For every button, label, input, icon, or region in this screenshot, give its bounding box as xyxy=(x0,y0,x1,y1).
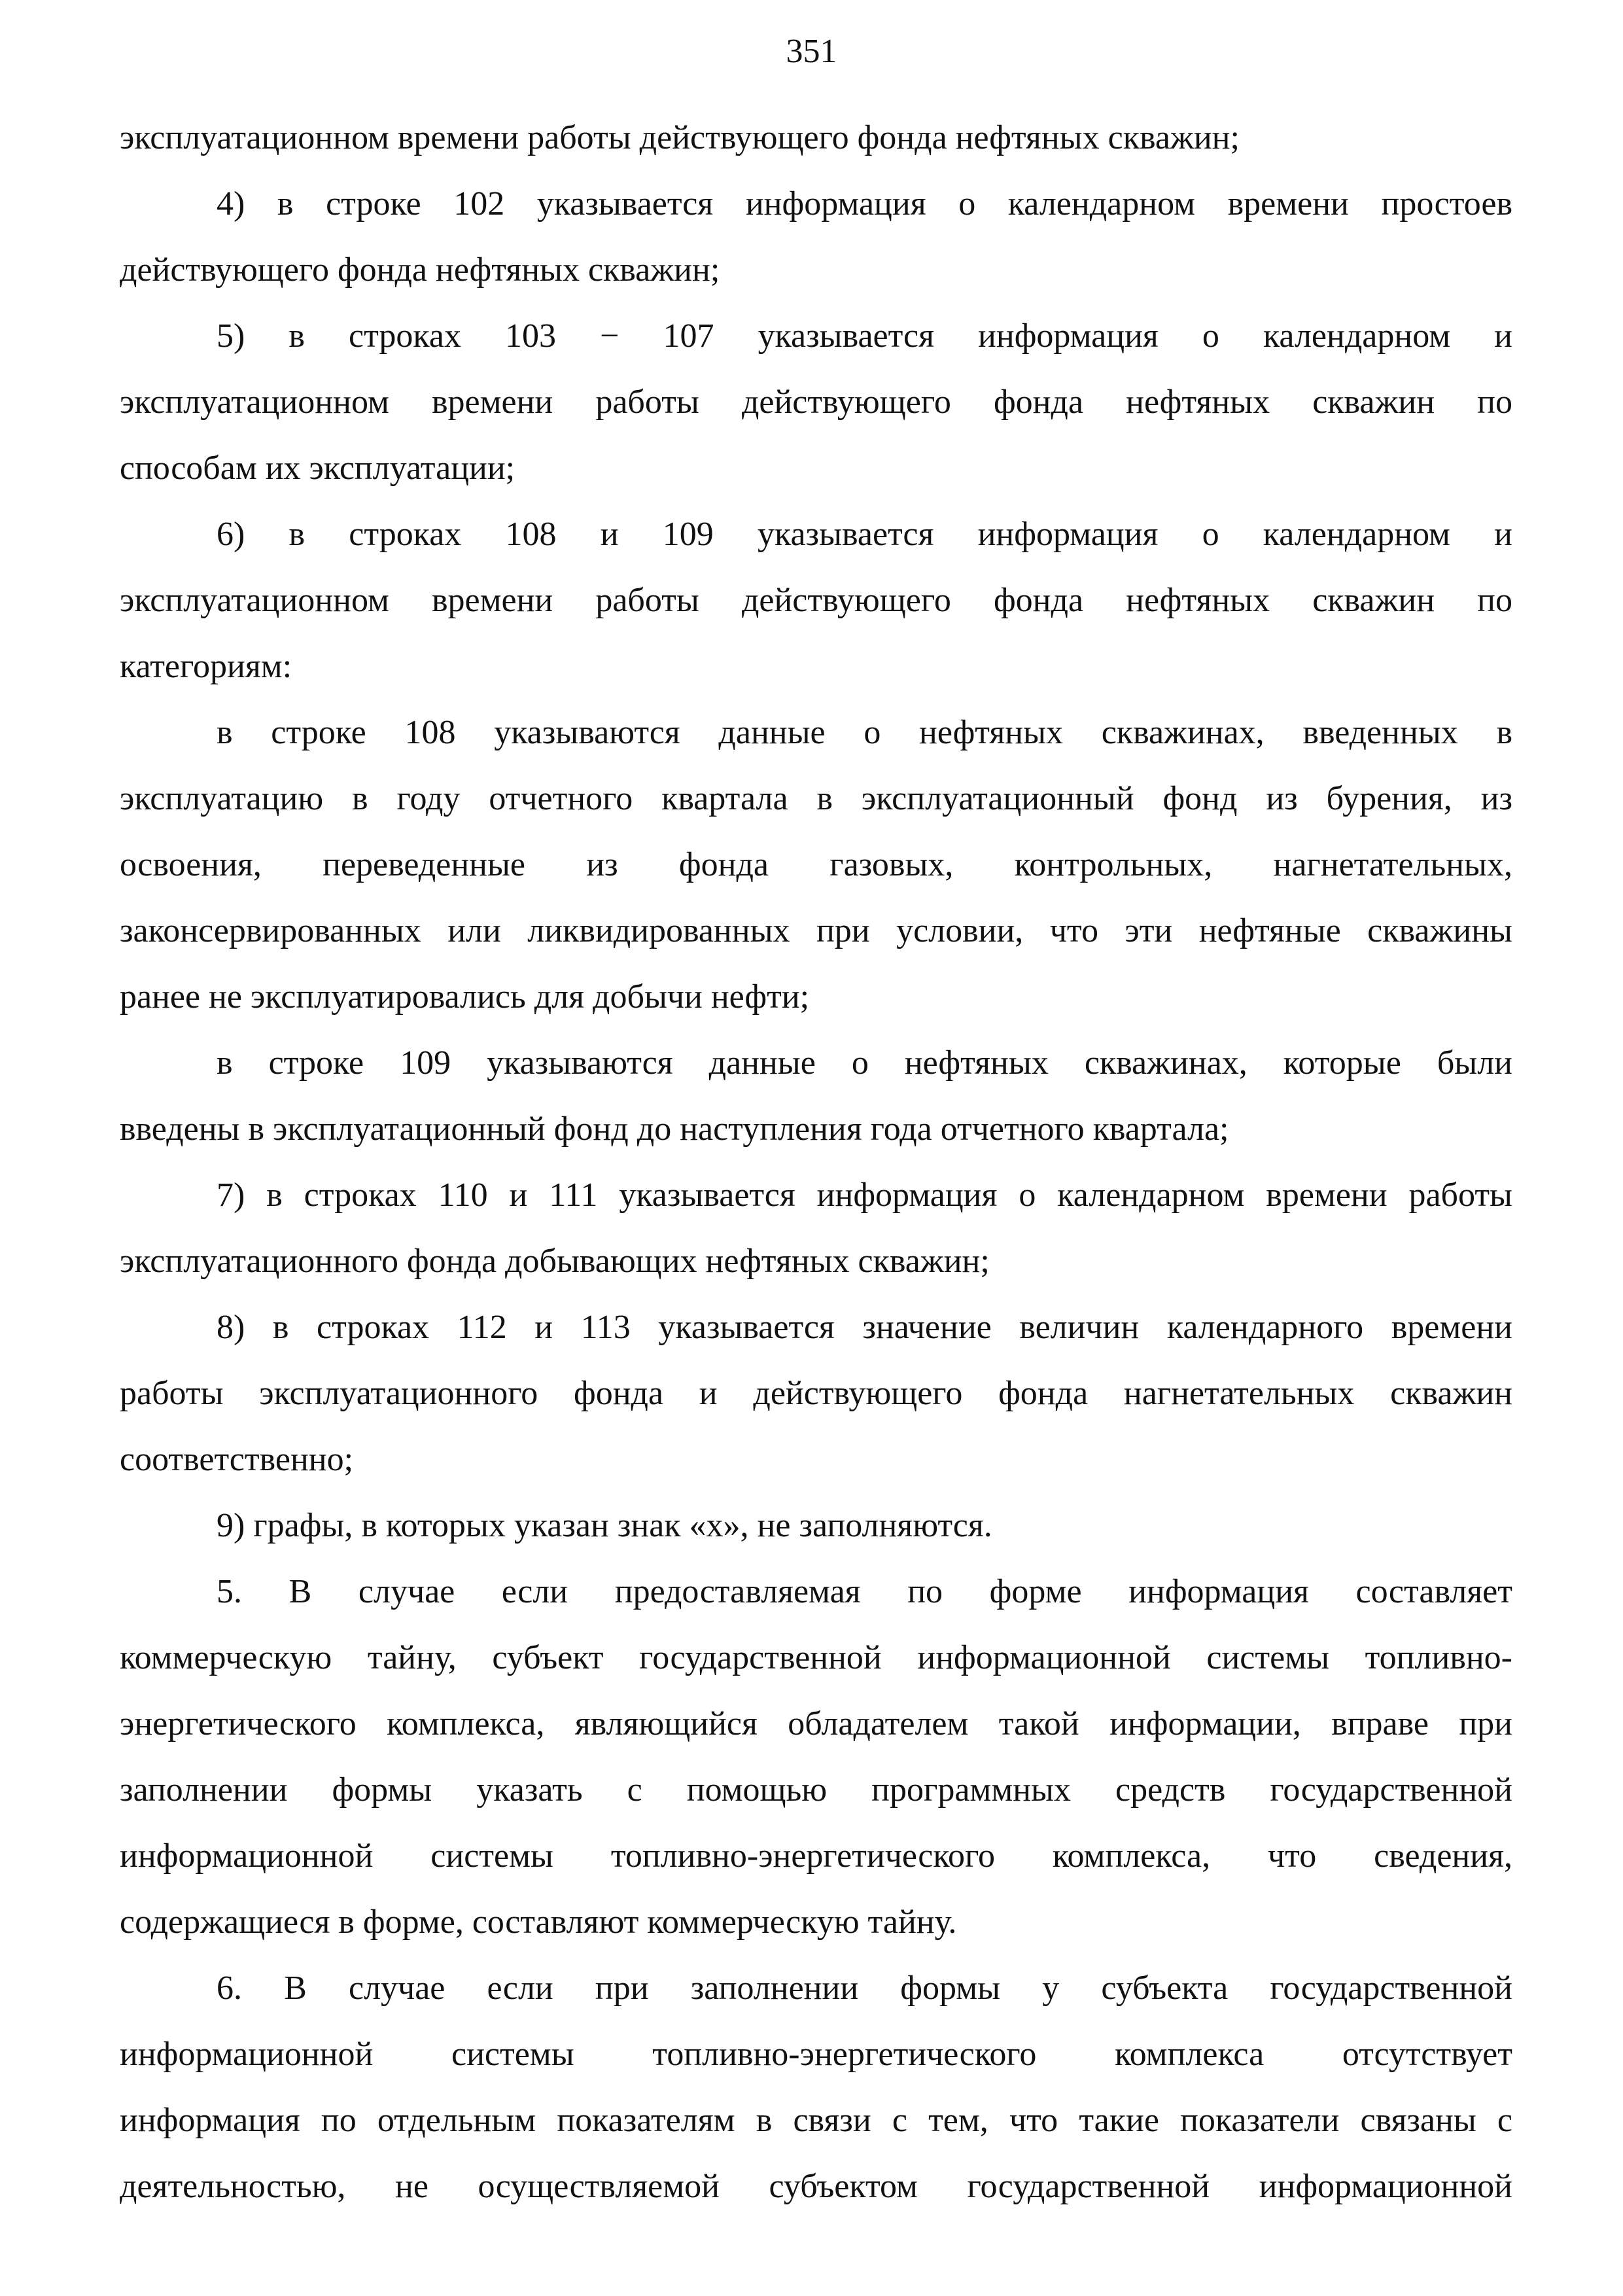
text-line: в строке 109 указываются данные о нефтяных скважинах, которые были xyxy=(217,1044,1512,1082)
text-line: 7) в строках 110 и 111 указывается информация о календарном времени работы xyxy=(217,1176,1512,1214)
text-line: деятельностью, не осуществляемой субъектом государственной информационной xyxy=(120,2168,1512,2205)
text-line: эксплуатационном времени работы действующего фонда нефтяных скважин; xyxy=(120,119,1240,156)
text-line: категориям: xyxy=(120,648,292,685)
document-body xyxy=(120,105,1512,2219)
text-line: энергетического комплекса, являющийся обладателем такой информации, вправе при xyxy=(120,1705,1512,1742)
text-line: 9) графы, в которых указан знак «х», не заполняются. xyxy=(217,1507,992,1544)
text-line: эксплуатационного фонда добывающих нефтяных скважин; xyxy=(120,1243,990,1280)
text-line: действующего фонда нефтяных скважин; xyxy=(120,251,720,289)
text-line: законсервированных или ликвидированных при условии, что эти нефтяные скважины xyxy=(120,912,1512,949)
text-line: в строке 108 указываются данные о нефтяных скважинах, введенных в xyxy=(217,714,1512,751)
text-line: эксплуатационном времени работы действующего фонда нефтяных скважин по xyxy=(120,582,1512,619)
text-line: работы эксплуатационного фонда и действующего фонда нагнетательных скважин xyxy=(120,1375,1512,1412)
text-line: содержащиеся в форме, составляют коммерческую тайну. xyxy=(120,1903,957,1941)
text-line: ранее не эксплуатировались для добычи нефти; xyxy=(120,978,810,1016)
text-line: эксплуатацию в году отчетного квартала в эксплуатационный фонд из бурения, из xyxy=(120,780,1512,817)
text-line: 6) в строках 108 и 109 указывается информация о календарном и xyxy=(217,516,1512,553)
page-number: 351 xyxy=(786,33,837,70)
text-line: 6. В случае если при заполнении формы у субъекта государственной xyxy=(217,1969,1512,2007)
text-line: 5) в строках 103 − 107 указывается информация о календарном и xyxy=(217,317,1512,355)
text-line: 8) в строках 112 и 113 указывается значение величин календарного времени xyxy=(217,1309,1512,1346)
text-line: 4) в строке 102 указывается информация о календарном времени простоев xyxy=(217,185,1512,222)
text-line: информация по отдельным показателям в связи с тем, что такие показатели связаны с xyxy=(120,2102,1512,2139)
text-line: коммерческую тайну, субъект государственной информационной системы топливно- xyxy=(120,1639,1512,1676)
text-line: заполнении формы указать с помощью программных средств государственной xyxy=(120,1771,1512,1809)
text-line: введены в эксплуатационный фонд до наступления года отчетного квартала; xyxy=(120,1110,1229,1148)
text-line: эксплуатационном времени работы действующего фонда нефтяных скважин по xyxy=(120,383,1512,421)
text-line: освоения, переведенные из фонда газовых, контрольных, нагнетательных, xyxy=(120,846,1512,883)
text-line: информационной системы топливно-энергетического комплекса, что сведения, xyxy=(120,1837,1512,1875)
text-line: соответственно; xyxy=(120,1441,354,1478)
text-line: информационной системы топливно-энергетического комплекса отсутствует xyxy=(120,2036,1512,2073)
text-line: способам их эксплуатации; xyxy=(120,450,515,487)
text-line: 5. В случае если предоставляемая по форме информация составляет xyxy=(217,1573,1512,1610)
